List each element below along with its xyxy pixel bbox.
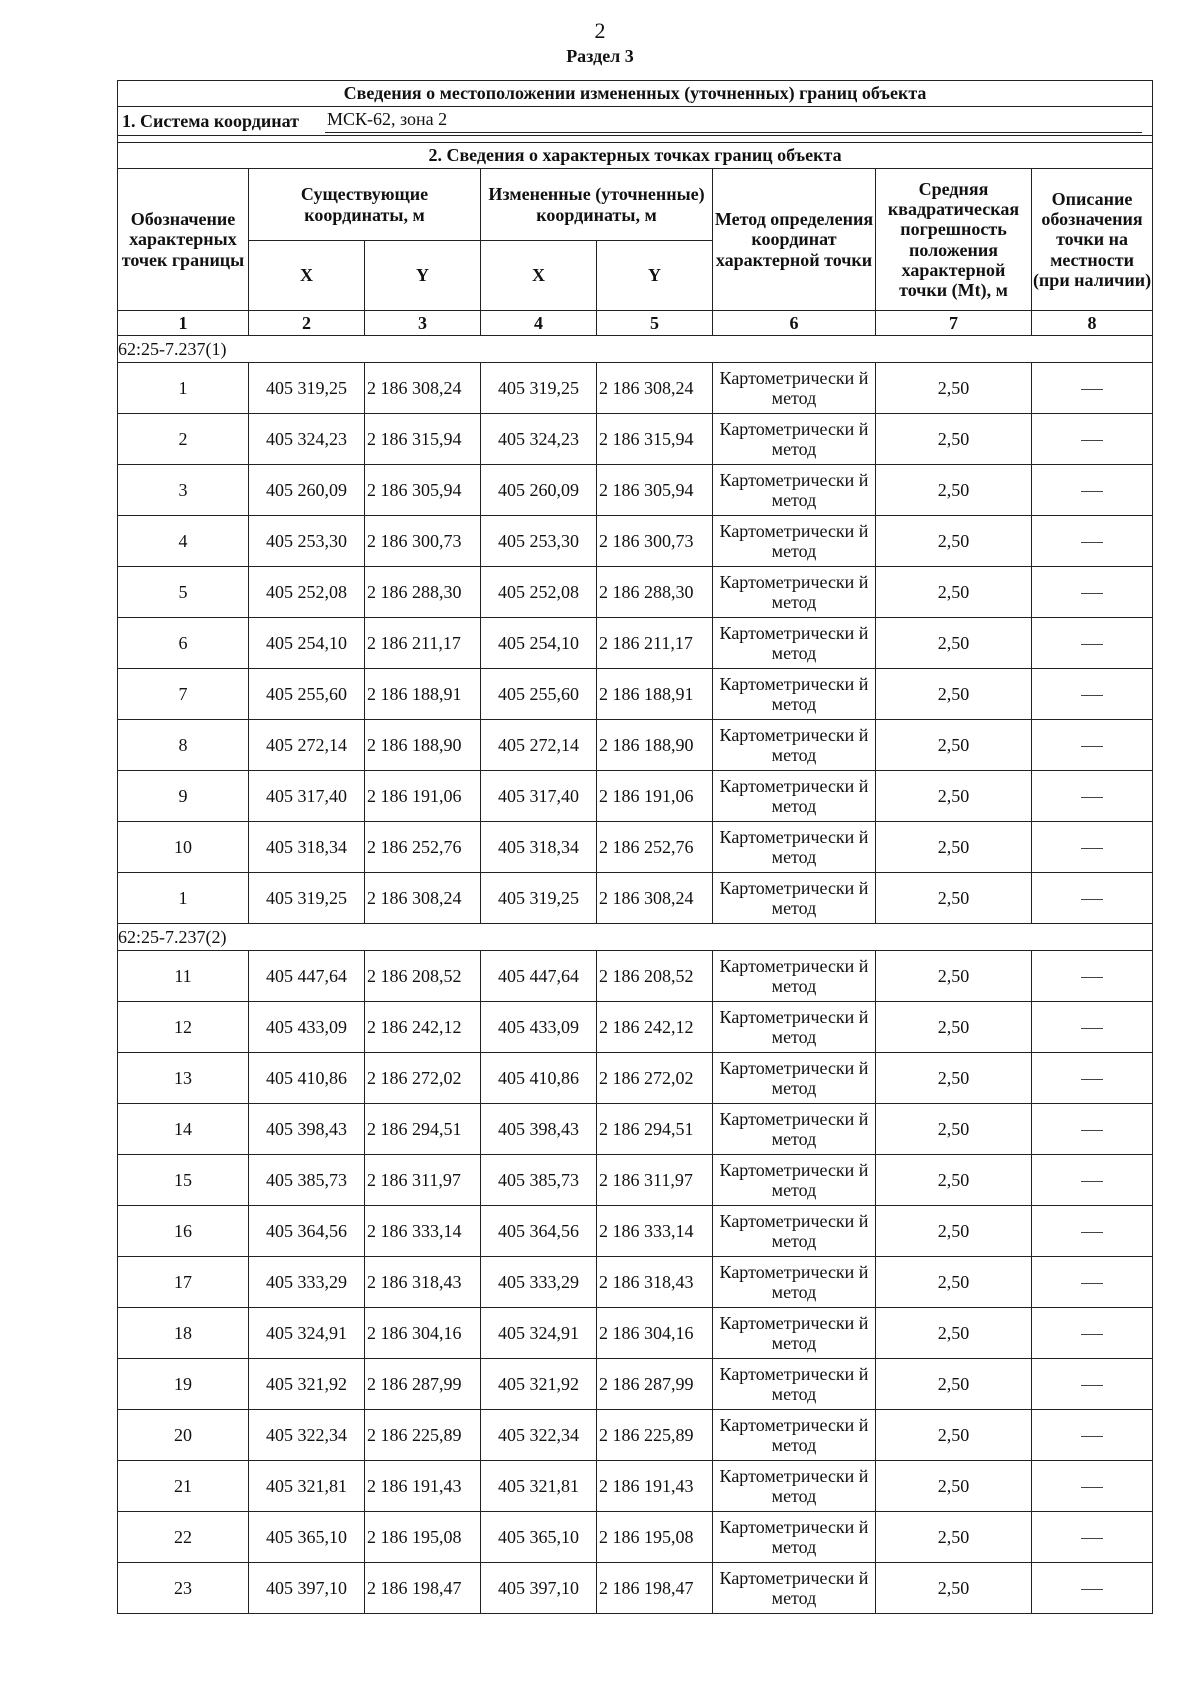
error-cell: 2,50: [876, 771, 1032, 822]
point-number-cell: 23: [118, 1563, 249, 1614]
error-cell: 2,50: [876, 567, 1032, 618]
error-cell: 2,50: [876, 1155, 1032, 1206]
description-cell: [1032, 516, 1153, 567]
existing-y-cell: 2 186 242,12: [365, 1002, 481, 1053]
changed-y-cell: 2 186 333,14: [597, 1206, 713, 1257]
error-cell: 2,50: [876, 720, 1032, 771]
changed-y-cell: 2 186 287,99: [597, 1359, 713, 1410]
existing-x-cell: 405 318,34: [249, 822, 365, 873]
point-number-cell: 18: [118, 1308, 249, 1359]
changed-x-cell: 405 385,73: [481, 1155, 597, 1206]
existing-x-cell: 405 260,09: [249, 465, 365, 516]
existing-y-cell: 2 186 211,17: [365, 618, 481, 669]
changed-y-cell: 2 186 288,30: [597, 567, 713, 618]
dash-mark: [1081, 1232, 1103, 1233]
dash-mark: [1081, 542, 1103, 543]
changed-y-cell: 2 186 311,97: [597, 1155, 713, 1206]
changed-y-cell: 2 186 225,89: [597, 1410, 713, 1461]
method-cell: Картометрически й метод: [713, 1563, 876, 1614]
point-number-cell: 3: [118, 465, 249, 516]
table-row: [118, 1308, 1153, 1359]
dash-mark: [1081, 1334, 1103, 1335]
method-cell: Картометрически й метод: [713, 618, 876, 669]
description-cell: [1032, 1308, 1153, 1359]
method-cell: Картометрически й метод: [713, 669, 876, 720]
changed-x-cell: 405 319,25: [481, 873, 597, 924]
method-cell: Картометрически й метод: [713, 822, 876, 873]
error-cell: 2,50: [876, 363, 1032, 414]
existing-x-cell: 405 252,08: [249, 567, 365, 618]
table-row: [118, 1410, 1153, 1461]
error-cell: 2,50: [876, 1002, 1032, 1053]
method-cell: Картометрически й метод: [713, 1308, 876, 1359]
existing-x-cell: 405 333,29: [249, 1257, 365, 1308]
point-number-cell: 2: [118, 414, 249, 465]
table-row: [118, 1563, 1153, 1614]
method-cell: Картометрически й метод: [713, 1257, 876, 1308]
column-number: 3: [365, 311, 481, 336]
point-number-cell: 20: [118, 1410, 249, 1461]
existing-x-cell: 405 321,81: [249, 1461, 365, 1512]
point-number-cell: 7: [118, 669, 249, 720]
point-number-cell: 15: [118, 1155, 249, 1206]
existing-y-cell: 2 186 318,43: [365, 1257, 481, 1308]
dash-mark: [1081, 1283, 1103, 1284]
table-row: [118, 1512, 1153, 1563]
dash-mark: [1081, 1079, 1103, 1080]
table-row: [118, 669, 1153, 720]
changed-x-cell: 405 317,40: [481, 771, 597, 822]
existing-y-cell: 2 186 195,08: [365, 1512, 481, 1563]
description-cell: [1032, 1206, 1153, 1257]
changed-x-cell: 405 397,10: [481, 1563, 597, 1614]
existing-y-cell: 2 186 300,73: [365, 516, 481, 567]
description-cell: [1032, 1359, 1153, 1410]
existing-y-cell: 2 186 308,24: [365, 873, 481, 924]
method-cell: Картометрически й метод: [713, 465, 876, 516]
description-cell: [1032, 414, 1153, 465]
header-existing-x: X: [249, 241, 365, 311]
error-cell: 2,50: [876, 1512, 1032, 1563]
method-cell: Картометрически й метод: [713, 414, 876, 465]
method-cell: Картометрически й метод: [713, 1359, 876, 1410]
description-cell: [1032, 465, 1153, 516]
coord-system-value: МСК-62, зона 2: [325, 109, 1142, 132]
column-number: 7: [876, 311, 1032, 336]
table-row: [118, 1461, 1153, 1512]
point-number-cell: 21: [118, 1461, 249, 1512]
column-number: 6: [713, 311, 876, 336]
error-cell: 2,50: [876, 1308, 1032, 1359]
changed-x-cell: 405 319,25: [481, 363, 597, 414]
header-changed-y: Y: [597, 241, 713, 311]
method-cell: Картометрически й метод: [713, 516, 876, 567]
description-cell: [1032, 567, 1153, 618]
section-title: Раздел 3: [566, 46, 634, 66]
dash-mark: [1081, 1436, 1103, 1437]
point-number-cell: 9: [118, 771, 249, 822]
point-number-cell: 19: [118, 1359, 249, 1410]
changed-y-cell: 2 186 191,43: [597, 1461, 713, 1512]
dash-mark: [1081, 1181, 1103, 1182]
dash-mark: [1081, 440, 1103, 441]
description-cell: [1032, 1002, 1153, 1053]
table-row: [118, 1104, 1153, 1155]
dash-mark: [1081, 1385, 1103, 1386]
description-cell: [1032, 618, 1153, 669]
method-cell: Картометрически й метод: [713, 1002, 876, 1053]
method-cell: Картометрически й метод: [713, 1155, 876, 1206]
dash-mark: [1081, 1130, 1103, 1131]
method-cell: Картометрически й метод: [713, 567, 876, 618]
group-label: 62:25-7.237(2): [118, 924, 1153, 951]
existing-x-cell: 405 254,10: [249, 618, 365, 669]
existing-y-cell: 2 186 191,06: [365, 771, 481, 822]
table-row: [118, 771, 1153, 822]
dash-mark: [1081, 1589, 1103, 1590]
existing-y-cell: 2 186 272,02: [365, 1053, 481, 1104]
existing-y-cell: 2 186 287,99: [365, 1359, 481, 1410]
existing-y-cell: 2 186 308,24: [365, 363, 481, 414]
dash-mark: [1081, 977, 1103, 978]
changed-y-cell: 2 186 195,08: [597, 1512, 713, 1563]
point-number-cell: 13: [118, 1053, 249, 1104]
error-cell: 2,50: [876, 1359, 1032, 1410]
dash-mark: [1081, 695, 1103, 696]
existing-y-cell: 2 186 288,30: [365, 567, 481, 618]
error-cell: 2,50: [876, 414, 1032, 465]
dash-mark: [1081, 1487, 1103, 1488]
changed-x-cell: 405 410,86: [481, 1053, 597, 1104]
column-number: 4: [481, 311, 597, 336]
description-cell: [1032, 873, 1153, 924]
description-cell: [1032, 1410, 1153, 1461]
changed-x-cell: 405 324,23: [481, 414, 597, 465]
column-number: 5: [597, 311, 713, 336]
existing-x-cell: 405 319,25: [249, 363, 365, 414]
changed-x-cell: 405 365,10: [481, 1512, 597, 1563]
description-cell: [1032, 1053, 1153, 1104]
method-cell: Картометрически й метод: [713, 363, 876, 414]
coord-system-label: 1. Система координат: [122, 110, 299, 131]
header-error: Средняя квадратическая погрешность положения характерной точки (Mt), м: [876, 169, 1032, 311]
point-number-cell: 1: [118, 873, 249, 924]
error-cell: 2,50: [876, 1563, 1032, 1614]
description-cell: [1032, 1104, 1153, 1155]
method-cell: Картометрически й метод: [713, 1206, 876, 1257]
point-number-cell: 8: [118, 720, 249, 771]
coord-system-row: [118, 107, 1153, 136]
table-row: [118, 465, 1153, 516]
changed-y-cell: 2 186 272,02: [597, 1053, 713, 1104]
existing-x-cell: 405 317,40: [249, 771, 365, 822]
description-cell: [1032, 822, 1153, 873]
table-title: Сведения о местоположении измененных (уточненных) границ объекта: [118, 81, 1153, 107]
table-row: [118, 567, 1153, 618]
header-changed: Измененные (уточненные) координаты, м: [481, 169, 713, 241]
changed-x-cell: 405 433,09: [481, 1002, 597, 1053]
point-number-cell: 16: [118, 1206, 249, 1257]
table-row: [118, 363, 1153, 414]
existing-x-cell: 405 397,10: [249, 1563, 365, 1614]
table-row: [118, 951, 1153, 1002]
existing-x-cell: 405 433,09: [249, 1002, 365, 1053]
existing-y-cell: 2 186 333,14: [365, 1206, 481, 1257]
point-number-cell: 10: [118, 822, 249, 873]
table-row: [118, 1359, 1153, 1410]
existing-x-cell: 405 322,34: [249, 1410, 365, 1461]
description-cell: [1032, 1461, 1153, 1512]
dash-mark: [1081, 746, 1103, 747]
dash-mark: [1081, 1538, 1103, 1539]
existing-x-cell: 405 447,64: [249, 951, 365, 1002]
existing-y-cell: 2 186 191,43: [365, 1461, 481, 1512]
method-cell: Картометрически й метод: [713, 1461, 876, 1512]
header-changed-x: X: [481, 241, 597, 311]
description-cell: [1032, 669, 1153, 720]
header-existing: Существующие координаты, м: [249, 169, 481, 241]
existing-x-cell: 405 272,14: [249, 720, 365, 771]
changed-x-cell: 405 254,10: [481, 618, 597, 669]
dash-mark: [1081, 389, 1103, 390]
method-cell: Картометрически й метод: [713, 1104, 876, 1155]
changed-y-cell: 2 186 211,17: [597, 618, 713, 669]
description-cell: [1032, 1155, 1153, 1206]
existing-y-cell: 2 186 311,97: [365, 1155, 481, 1206]
point-number-cell: 4: [118, 516, 249, 567]
existing-y-cell: 2 186 225,89: [365, 1410, 481, 1461]
dash-mark: [1081, 1028, 1103, 1029]
changed-y-cell: 2 186 208,52: [597, 951, 713, 1002]
description-cell: [1032, 951, 1153, 1002]
changed-x-cell: 405 255,60: [481, 669, 597, 720]
header-method: Метод определения координат характерной точки: [713, 169, 876, 311]
boundary-table: [117, 80, 1153, 1614]
changed-y-cell: 2 186 191,06: [597, 771, 713, 822]
changed-y-cell: 2 186 308,24: [597, 363, 713, 414]
table-row: [118, 822, 1153, 873]
error-cell: 2,50: [876, 1206, 1032, 1257]
existing-x-cell: 405 410,86: [249, 1053, 365, 1104]
changed-y-cell: 2 186 188,90: [597, 720, 713, 771]
dash-mark: [1081, 593, 1103, 594]
error-cell: 2,50: [876, 951, 1032, 1002]
changed-y-cell: 2 186 308,24: [597, 873, 713, 924]
point-number-cell: 5: [118, 567, 249, 618]
changed-x-cell: 405 324,91: [481, 1308, 597, 1359]
spacer: [118, 136, 1153, 143]
point-number-cell: 22: [118, 1512, 249, 1563]
changed-y-cell: 2 186 252,76: [597, 822, 713, 873]
dash-mark: [1081, 899, 1103, 900]
method-cell: Картометрически й метод: [713, 1512, 876, 1563]
error-cell: 2,50: [876, 1410, 1032, 1461]
method-cell: Картометрически й метод: [713, 1410, 876, 1461]
existing-y-cell: 2 186 304,16: [365, 1308, 481, 1359]
dash-mark: [1081, 797, 1103, 798]
point-number-cell: 17: [118, 1257, 249, 1308]
error-cell: 2,50: [876, 516, 1032, 567]
existing-x-cell: 405 253,30: [249, 516, 365, 567]
existing-x-cell: 405 324,23: [249, 414, 365, 465]
changed-x-cell: 405 364,56: [481, 1206, 597, 1257]
column-number: 1: [118, 311, 249, 336]
existing-y-cell: 2 186 305,94: [365, 465, 481, 516]
changed-y-cell: 2 186 294,51: [597, 1104, 713, 1155]
changed-y-cell: 2 186 315,94: [597, 414, 713, 465]
error-cell: 2,50: [876, 1053, 1032, 1104]
changed-x-cell: 405 321,92: [481, 1359, 597, 1410]
method-cell: Картометрически й метод: [713, 951, 876, 1002]
changed-y-cell: 2 186 304,16: [597, 1308, 713, 1359]
page-number: 2: [594, 18, 606, 43]
existing-y-cell: 2 186 188,91: [365, 669, 481, 720]
existing-x-cell: 405 385,73: [249, 1155, 365, 1206]
description-cell: [1032, 1257, 1153, 1308]
method-cell: Картометрически й метод: [713, 771, 876, 822]
description-cell: [1032, 1563, 1153, 1614]
description-cell: [1032, 1512, 1153, 1563]
point-number-cell: 11: [118, 951, 249, 1002]
changed-x-cell: 405 447,64: [481, 951, 597, 1002]
table-row: [118, 618, 1153, 669]
error-cell: 2,50: [876, 1104, 1032, 1155]
table-row: [118, 1002, 1153, 1053]
description-cell: [1032, 720, 1153, 771]
changed-x-cell: 405 321,81: [481, 1461, 597, 1512]
method-cell: Картометрически й метод: [713, 873, 876, 924]
column-number: 8: [1032, 311, 1153, 336]
table-row: [118, 1053, 1153, 1104]
table-row: [118, 1206, 1153, 1257]
changed-x-cell: 405 260,09: [481, 465, 597, 516]
changed-x-cell: 405 398,43: [481, 1104, 597, 1155]
existing-x-cell: 405 365,10: [249, 1512, 365, 1563]
changed-y-cell: 2 186 198,47: [597, 1563, 713, 1614]
error-cell: 2,50: [876, 873, 1032, 924]
table-row: [118, 720, 1153, 771]
changed-x-cell: 405 333,29: [481, 1257, 597, 1308]
table-row: [118, 414, 1153, 465]
header-description: Описание обозначения точки на местности (при наличии): [1032, 169, 1153, 311]
changed-x-cell: 405 252,08: [481, 567, 597, 618]
existing-y-cell: 2 186 252,76: [365, 822, 481, 873]
changed-y-cell: 2 186 188,91: [597, 669, 713, 720]
column-number: 2: [249, 311, 365, 336]
changed-y-cell: 2 186 300,73: [597, 516, 713, 567]
changed-x-cell: 405 253,30: [481, 516, 597, 567]
existing-x-cell: 405 324,91: [249, 1308, 365, 1359]
description-cell: [1032, 363, 1153, 414]
existing-y-cell: 2 186 315,94: [365, 414, 481, 465]
table-row: [118, 873, 1153, 924]
changed-y-cell: 2 186 242,12: [597, 1002, 713, 1053]
error-cell: 2,50: [876, 618, 1032, 669]
error-cell: 2,50: [876, 669, 1032, 720]
error-cell: 2,50: [876, 822, 1032, 873]
point-number-cell: 12: [118, 1002, 249, 1053]
existing-y-cell: 2 186 188,90: [365, 720, 481, 771]
existing-x-cell: 405 319,25: [249, 873, 365, 924]
table-row: [118, 516, 1153, 567]
existing-x-cell: 405 398,43: [249, 1104, 365, 1155]
error-cell: 2,50: [876, 1257, 1032, 1308]
existing-x-cell: 405 364,56: [249, 1206, 365, 1257]
changed-y-cell: 2 186 305,94: [597, 465, 713, 516]
dash-mark: [1081, 644, 1103, 645]
dash-mark: [1081, 491, 1103, 492]
existing-y-cell: 2 186 198,47: [365, 1563, 481, 1614]
existing-x-cell: 405 255,60: [249, 669, 365, 720]
group-label: 62:25-7.237(1): [118, 336, 1153, 363]
points-title: 2. Сведения о характерных точках границ объекта: [118, 143, 1153, 169]
changed-x-cell: 405 318,34: [481, 822, 597, 873]
changed-x-cell: 405 322,34: [481, 1410, 597, 1461]
table-row: [118, 1257, 1153, 1308]
existing-y-cell: 2 186 294,51: [365, 1104, 481, 1155]
header-designation: Обозначение характерных точек границы: [118, 169, 249, 311]
method-cell: Картометрически й метод: [713, 720, 876, 771]
dash-mark: [1081, 848, 1103, 849]
header-existing-y: Y: [365, 241, 481, 311]
point-number-cell: 6: [118, 618, 249, 669]
error-cell: 2,50: [876, 1461, 1032, 1512]
point-number-cell: 14: [118, 1104, 249, 1155]
description-cell: [1032, 771, 1153, 822]
changed-y-cell: 2 186 318,43: [597, 1257, 713, 1308]
existing-y-cell: 2 186 208,52: [365, 951, 481, 1002]
method-cell: Картометрически й метод: [713, 1053, 876, 1104]
table-row: [118, 1155, 1153, 1206]
changed-x-cell: 405 272,14: [481, 720, 597, 771]
point-number-cell: 1: [118, 363, 249, 414]
error-cell: 2,50: [876, 465, 1032, 516]
existing-x-cell: 405 321,92: [249, 1359, 365, 1410]
